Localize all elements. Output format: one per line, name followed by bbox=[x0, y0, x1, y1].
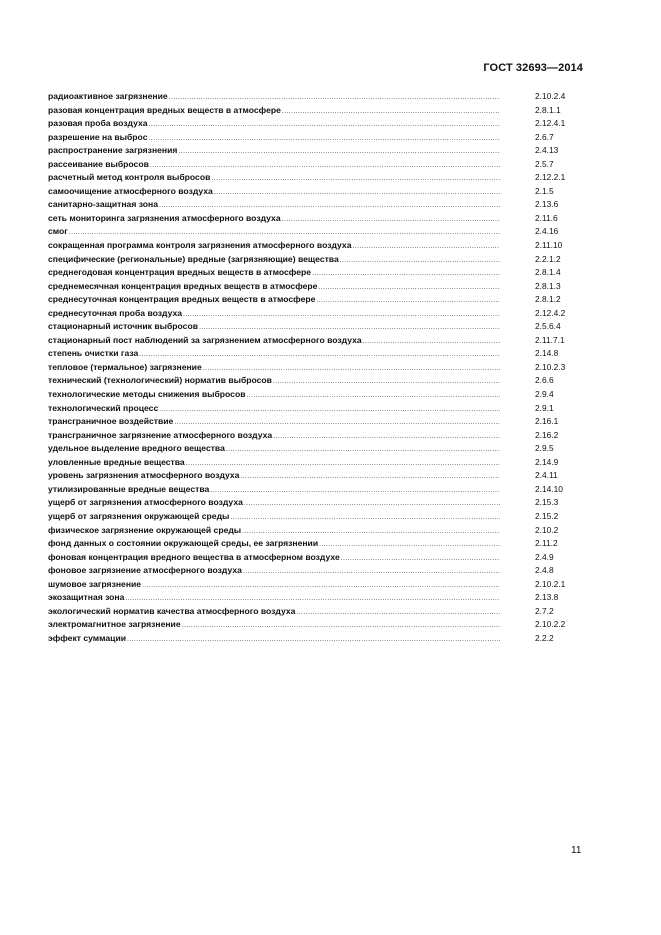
dot-leader bbox=[142, 579, 500, 593]
index-entry bbox=[48, 402, 588, 416]
index-reference: 2.9.5 bbox=[535, 443, 554, 454]
index-reference: 2.14.9 bbox=[535, 456, 559, 467]
index-term: среднесуточная проба воздуха bbox=[48, 307, 183, 318]
index-entry bbox=[48, 564, 588, 578]
index-term-row bbox=[48, 618, 500, 633]
index-entry bbox=[48, 158, 588, 172]
index-term: сокращенная программа контроля загрязнения атмосферного воздуха bbox=[48, 240, 352, 251]
dot-leader bbox=[312, 267, 500, 281]
index-term: технический (технологический) норматив выбросов bbox=[48, 375, 272, 386]
index-term-row bbox=[48, 442, 500, 457]
index-reference: 2.11.10 bbox=[535, 240, 563, 251]
index-reference: 2.4.9 bbox=[535, 551, 554, 562]
index-entry bbox=[48, 280, 588, 294]
index-term-row bbox=[48, 104, 500, 119]
index-term-row bbox=[48, 591, 500, 606]
index-term-row bbox=[48, 320, 500, 335]
index-term-row bbox=[48, 551, 500, 566]
dot-leader bbox=[203, 362, 500, 376]
index-term: шумовое загрязнение bbox=[48, 578, 142, 589]
index-term-row bbox=[48, 158, 500, 173]
index-term: степень очистки газа bbox=[48, 348, 139, 359]
dot-leader bbox=[178, 145, 500, 159]
index-reference: 2.14.8 bbox=[535, 348, 559, 359]
index-reference: 2.2.1.2 bbox=[535, 253, 561, 264]
dot-leader bbox=[211, 172, 500, 186]
index-term: стационарный источник выбросов bbox=[48, 321, 198, 332]
index-entry bbox=[48, 469, 588, 483]
index-entry bbox=[48, 293, 588, 307]
index-reference: 2.10.2 bbox=[535, 524, 559, 535]
index-reference: 2.12.2.1 bbox=[535, 172, 566, 183]
index-reference: 2.4.16 bbox=[535, 226, 559, 237]
index-entry bbox=[48, 415, 588, 429]
index-entry bbox=[48, 334, 588, 348]
index-term: трансграничное воздействие bbox=[48, 416, 174, 427]
dot-leader bbox=[273, 375, 500, 389]
index-term-row bbox=[48, 171, 500, 186]
index-term: стационарный пост наблюдений за загрязнением атмосферного воздуха bbox=[48, 334, 362, 345]
index-term-row bbox=[48, 131, 500, 146]
dot-leader bbox=[139, 348, 500, 362]
index-entry bbox=[48, 144, 588, 158]
index-reference: 2.10.2.2 bbox=[535, 619, 566, 630]
index-entry bbox=[48, 266, 588, 280]
index-term-row bbox=[48, 185, 500, 200]
index-entry bbox=[48, 551, 588, 565]
index-entry bbox=[48, 131, 588, 145]
index-term: экозащитная зона bbox=[48, 592, 125, 603]
index-entry bbox=[48, 104, 588, 118]
dot-leader bbox=[127, 633, 500, 647]
dot-leader bbox=[183, 308, 500, 322]
index-term: самоочищение атмосферного воздуха bbox=[48, 185, 213, 196]
index-reference: 2.11.6 bbox=[535, 212, 558, 223]
index-term: разовая проба воздуха bbox=[48, 118, 148, 129]
index-entry bbox=[48, 225, 588, 239]
index-entry bbox=[48, 388, 588, 402]
index-term-row bbox=[48, 117, 500, 132]
index-entry bbox=[48, 171, 588, 185]
index-term-row bbox=[48, 361, 500, 376]
index-entry bbox=[48, 496, 588, 510]
index-entry bbox=[48, 212, 588, 226]
index-reference: 2.11.7.1 bbox=[535, 334, 565, 345]
dot-leader bbox=[230, 511, 500, 525]
index-term-row bbox=[48, 496, 500, 511]
index-term-row bbox=[48, 374, 500, 389]
index-term-row bbox=[48, 632, 500, 647]
index-reference: 2.1.5 bbox=[535, 185, 554, 196]
index-term-row bbox=[48, 564, 500, 579]
index-term: радиоактивное загрязнение bbox=[48, 91, 168, 101]
index-term-row bbox=[48, 198, 500, 213]
index-entry bbox=[48, 347, 588, 361]
dot-leader bbox=[282, 105, 500, 119]
dot-leader bbox=[199, 321, 500, 335]
index-term: разрешение на выброс bbox=[48, 131, 148, 142]
index-reference: 2.8.1.3 bbox=[535, 280, 561, 291]
index-term: тепловое (термальное) загрязнение bbox=[48, 361, 202, 372]
index-term-row bbox=[48, 144, 500, 159]
index-term: расчетный метод контроля выбросов bbox=[48, 172, 211, 183]
index-term: трансграничное загрязнение атмосферного воздуха bbox=[48, 429, 273, 440]
index-term-row bbox=[48, 280, 500, 295]
index-reference: 2.8.1.4 bbox=[535, 267, 561, 278]
page-number: 11 bbox=[571, 845, 582, 856]
index-reference: 2.6.6 bbox=[535, 375, 554, 386]
dot-leader bbox=[353, 240, 501, 254]
dot-leader bbox=[273, 430, 500, 444]
index-term: фонд данных о состоянии окружающей среды, ее загрязнении bbox=[48, 538, 319, 549]
dot-leader bbox=[159, 199, 500, 213]
index-reference: 2.14.10 bbox=[535, 483, 563, 494]
index-term: технологические методы снижения выбросов bbox=[48, 389, 246, 400]
index-term: рассеивание выбросов bbox=[48, 158, 149, 169]
index-term: технологический процесс bbox=[48, 402, 159, 413]
index-term: смог bbox=[48, 226, 68, 237]
index-reference: 2.12.4.2 bbox=[535, 307, 566, 318]
index-reference: 2.15.3 bbox=[535, 497, 559, 508]
index-term-row bbox=[48, 605, 500, 620]
index-reference: 2.4.13 bbox=[535, 145, 559, 156]
index-term: ущерб от загрязнения окружающей среды bbox=[48, 510, 230, 521]
index-reference: 2.10.2.3 bbox=[535, 361, 566, 372]
dot-leader bbox=[174, 416, 500, 430]
index-term: электромагнитное загрязнение bbox=[48, 619, 181, 630]
dot-leader bbox=[319, 538, 500, 552]
index-term-row bbox=[48, 212, 500, 227]
dot-leader bbox=[182, 619, 500, 633]
index-reference: 2.7.2 bbox=[535, 605, 554, 616]
dot-leader bbox=[226, 443, 500, 457]
index-entry bbox=[48, 605, 588, 619]
index-reference: 2.13.6 bbox=[535, 199, 559, 210]
index-term: утилизированные вредные вещества bbox=[48, 483, 210, 494]
dot-leader bbox=[210, 484, 500, 498]
index-term: ущерб от загрязнения атмосферного воздуха bbox=[48, 497, 243, 508]
index-reference: 2.5.6.4 bbox=[535, 321, 561, 332]
index-reference: 2.9.4 bbox=[535, 389, 554, 400]
index-reference: 2.8.1.2 bbox=[535, 294, 561, 305]
index-reference: 2.16.2 bbox=[535, 429, 559, 440]
index-term-row bbox=[48, 578, 500, 593]
dot-leader bbox=[169, 91, 500, 105]
dot-leader bbox=[214, 186, 500, 200]
index-reference: 2.5.7 bbox=[535, 158, 554, 169]
index-entry bbox=[48, 429, 588, 443]
index-reference: 2.10.2.4 bbox=[535, 91, 566, 101]
index-reference: 2.4.8 bbox=[535, 565, 554, 576]
index-term: среднесуточная концентрация вредных веществ в атмосфере bbox=[48, 294, 316, 305]
index-term: специфические (региональные) вредные (загрязняющие) вещества bbox=[48, 253, 339, 264]
index-reference: 2.11.2 bbox=[535, 538, 558, 549]
index-entry bbox=[48, 483, 588, 497]
index-term-row bbox=[48, 402, 500, 417]
dot-leader bbox=[318, 281, 500, 295]
index-reference: 2.9.1 bbox=[535, 402, 554, 413]
index-term-row bbox=[48, 388, 500, 403]
index-reference: 2.15.2 bbox=[535, 510, 559, 521]
index-reference: 2.2.2 bbox=[535, 632, 554, 643]
index-entry bbox=[48, 632, 588, 646]
index-term-row bbox=[48, 293, 500, 308]
dot-leader bbox=[246, 389, 500, 403]
dot-leader bbox=[340, 254, 500, 268]
index-entry bbox=[48, 442, 588, 456]
index-term: сеть мониторинга загрязнения атмосферного воздуха bbox=[48, 212, 281, 223]
index-term-row bbox=[48, 253, 500, 268]
index-term: фоновая концентрация вредного вещества в атмосферном воздухе bbox=[48, 551, 340, 562]
index-term-row bbox=[48, 225, 500, 240]
index-term: удельное выделение вредного вещества bbox=[48, 443, 225, 454]
index-entry bbox=[48, 524, 588, 538]
index-term-row bbox=[48, 239, 500, 254]
index-term: разовая концентрация вредных веществ в атмосфере bbox=[48, 104, 281, 115]
index-entry bbox=[48, 253, 588, 267]
dot-leader bbox=[243, 565, 500, 579]
index-term-row bbox=[48, 510, 500, 525]
dot-leader bbox=[159, 403, 500, 417]
dot-leader bbox=[363, 335, 500, 349]
index-entry bbox=[48, 117, 588, 131]
dot-leader bbox=[242, 525, 500, 539]
dot-leader bbox=[149, 118, 500, 132]
index-reference: 2.10.2.1 bbox=[535, 578, 566, 589]
index-term-row bbox=[48, 524, 500, 539]
dot-leader bbox=[240, 470, 500, 484]
index-reference: 2.13.8 bbox=[535, 592, 559, 603]
index-term: уловленные вредные вещества bbox=[48, 456, 185, 467]
index-reference: 2.4.11 bbox=[535, 470, 558, 481]
index-term: среднемесячная концентрация вредных веществ в атмосфере bbox=[48, 280, 318, 291]
index-term-row bbox=[48, 469, 500, 484]
dot-leader bbox=[316, 294, 500, 308]
index-term: распространение загрязнения bbox=[48, 145, 178, 156]
index-entry bbox=[48, 307, 588, 321]
dot-leader bbox=[69, 226, 500, 240]
dot-leader bbox=[296, 606, 500, 620]
index-entry bbox=[48, 591, 588, 605]
dot-leader bbox=[125, 592, 500, 606]
index-reference: 2.12.4.1 bbox=[535, 118, 566, 129]
index-entry bbox=[48, 578, 588, 592]
index-entry bbox=[48, 320, 588, 334]
index-entry bbox=[48, 361, 588, 375]
index-reference: 2.8.1.1 bbox=[535, 104, 561, 115]
index-term-row bbox=[48, 347, 500, 362]
index-term: санитарно-защитная зона bbox=[48, 199, 159, 210]
dot-leader bbox=[148, 132, 500, 146]
index-term-row bbox=[48, 307, 500, 322]
index-term: среднегодовая концентрация вредных веществ в атмосфере bbox=[48, 267, 311, 278]
index-entry bbox=[48, 185, 588, 199]
index-entry bbox=[48, 90, 588, 104]
index-term-row bbox=[48, 334, 500, 349]
index-reference: 2.6.7 bbox=[535, 131, 554, 142]
index-entry bbox=[48, 239, 588, 253]
index-term: уровень загрязнения атмосферного воздуха bbox=[48, 470, 240, 481]
dot-leader bbox=[341, 552, 500, 566]
index-term-row bbox=[48, 537, 500, 552]
index-term-row bbox=[48, 429, 500, 444]
index-entry bbox=[48, 456, 588, 470]
index-term-row bbox=[48, 266, 500, 281]
dot-leader bbox=[186, 457, 500, 471]
index-term-row bbox=[48, 415, 500, 430]
dot-leader bbox=[150, 159, 500, 173]
document-header: ГОСТ 32693—2014 bbox=[483, 62, 583, 74]
index-entry bbox=[48, 198, 588, 212]
index-term-row bbox=[48, 483, 500, 498]
index-term: фоновое загрязнение атмосферного воздуха bbox=[48, 565, 242, 576]
index-term: экологический норматив качества атмосферного воздуха bbox=[48, 605, 296, 616]
dot-leader bbox=[244, 497, 500, 511]
index-entry bbox=[48, 510, 588, 524]
alphabetical-index bbox=[48, 90, 588, 645]
index-term: физическое загрязнение окружающей среды bbox=[48, 524, 242, 535]
index-term-row bbox=[48, 456, 500, 471]
dot-leader bbox=[282, 213, 500, 227]
index-reference: 2.16.1 bbox=[535, 416, 559, 427]
index-term-row bbox=[48, 90, 500, 105]
index-term: эффект суммации bbox=[48, 632, 127, 643]
index-entry bbox=[48, 618, 588, 632]
index-entry bbox=[48, 374, 588, 388]
index-entry bbox=[48, 537, 588, 551]
